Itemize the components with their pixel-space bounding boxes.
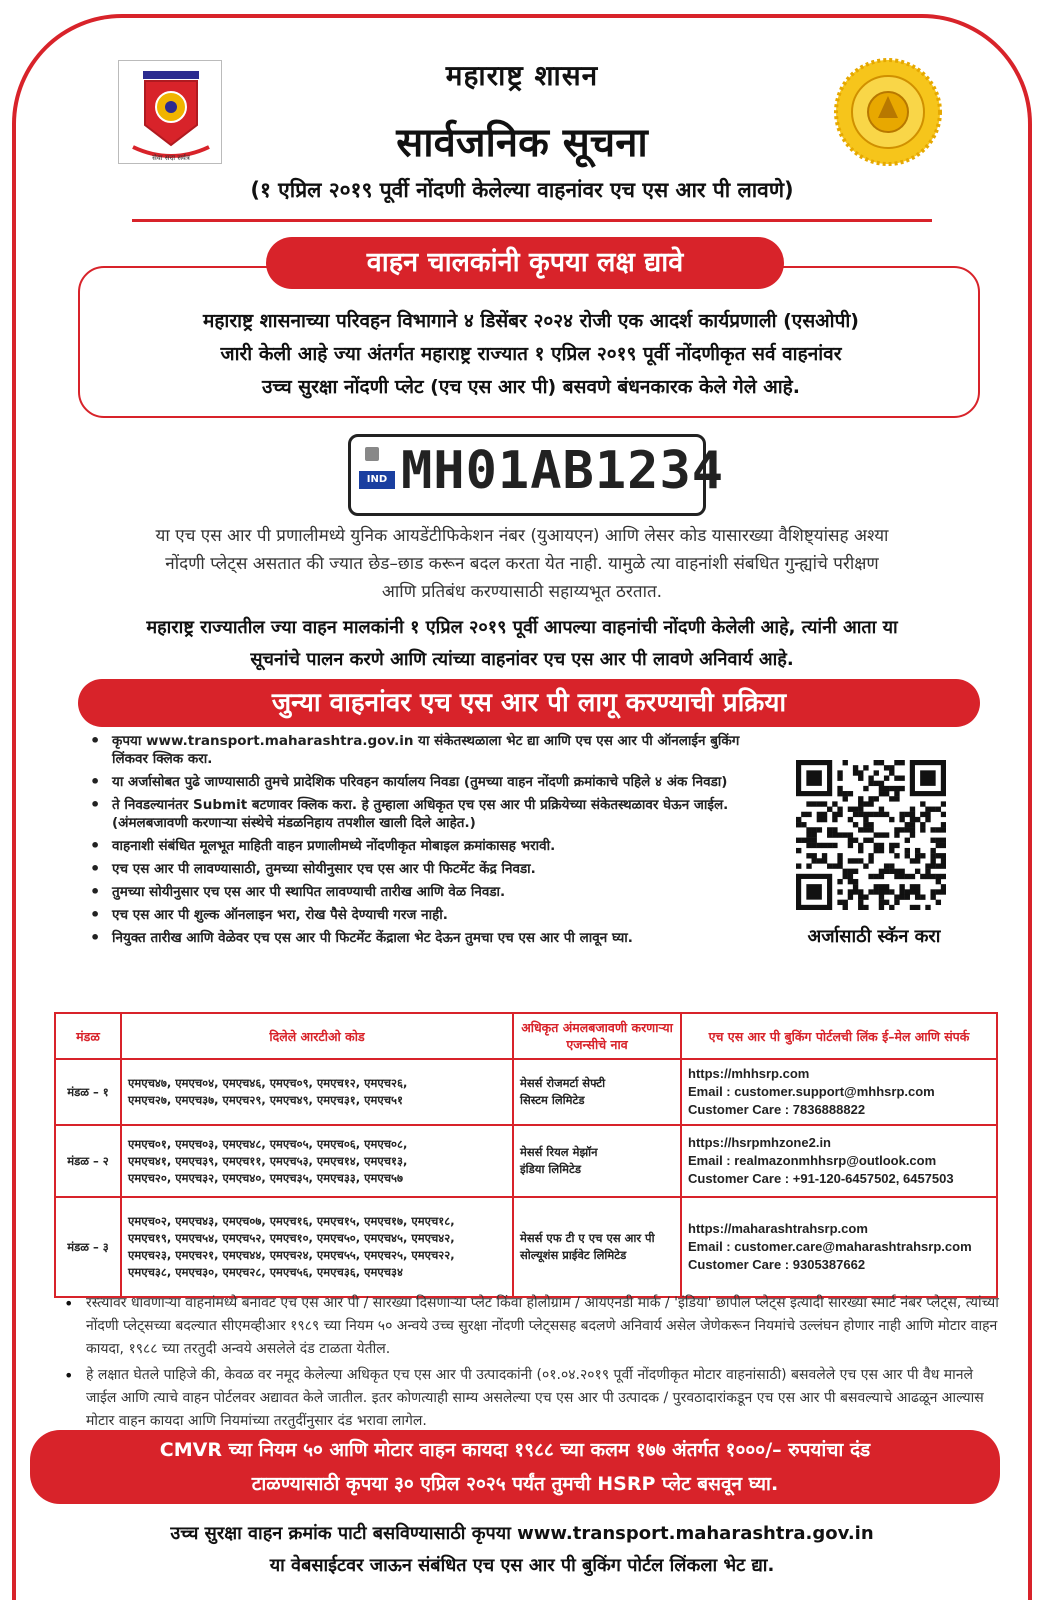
codes-line: एमएच०१, एमएच०३, एमएच४८, एमएच०५, एमएच०६, एमएच०८,: [128, 1136, 408, 1151]
table-header-row: [55, 1013, 997, 1059]
header-portal: एच एस आर पी बुकिंग पोर्टलची लिंक ई–मेल आणि संपर्क: [681, 1013, 997, 1059]
instruction-line: या वेबसाईटवर जाऊन संबंधित एच एस आर पी बुकिंग पोर्टल लिंकला भेट द्या.: [269, 1555, 775, 1576]
portal-link[interactable]: https://mhhsrp.com: [688, 1066, 810, 1081]
agency-cell: [513, 1059, 681, 1125]
header-agency: अधिकृत अंमलबजावणी करणाऱ्या एजन्सीचे नाव: [513, 1013, 681, 1059]
portal-phone: Customer Care : 7836888822: [688, 1102, 866, 1117]
portal-email[interactable]: Email : realmazonmhhsrp@outlook.com: [688, 1153, 937, 1168]
zone-table: [54, 1012, 998, 1298]
process-step: • एच एस आर पी लावण्यासाठी, तुमच्या सोयीनुसार एच एस आर पी फिटमेंट केंद्र निवडा.: [84, 860, 770, 878]
notice-line: जारी केली आहे ज्या अंतर्गत महाराष्ट्र राज्यात १ एप्रिल २०१९ पूर्वी नोंदणीकृत सर्व वाहनांवर: [220, 343, 842, 365]
portal-phone: Customer Care : 9305387662: [688, 1257, 866, 1272]
agency-line: मेसर्स रोजमर्टा सेफ्टी: [520, 1076, 606, 1090]
agency-line: इंडिया लिमिटेड: [520, 1162, 582, 1176]
legal-note: • रस्त्यावर धावणाऱ्या वाहनांमध्ये बनावट एच एस आर पी / सारख्या दिसणाऱ्या प्लेट किंवा होलोग्राम / आयएनडी मार्क / 'इंडिया' छापील प्लेट्स इत्यादी सारख्या स्मार्ट नंबर प्लेट्स, त्यांच्या नोंदणी प्लेट्सच्या बदल्यात सीएमव्हीआर १९८९ च्या नियम ५० अन्वये उच्च सुरक्षा नोंदणी प्लेट्ससह बदलणे अनिवार्य असेल जेणेकरून नियमांचे उल्लंघन होणार नाही आणि मोटार वाहन कायदा, १९८८ च्या तरतुदी अन्वये असलेले दंड टाळता येतील.: [60, 1292, 1006, 1361]
codes-cell: [121, 1197, 513, 1297]
agency-line: सोल्यूशंस प्राईवेट लिमिटेड: [520, 1248, 627, 1262]
process-heading: जुन्या वाहनांवर एच एस आर पी लागू करण्याची प्रक्रिया: [78, 679, 980, 727]
plate-country-code: IND: [359, 471, 395, 489]
portal-email[interactable]: Email : customer.support@mhhsrp.com: [688, 1084, 935, 1099]
process-step: • एच एस आर पी शुल्क ऑनलाइन भरा, रोख पैसे देण्याची गरज नाही.: [84, 906, 770, 924]
agency-cell: [513, 1197, 681, 1297]
logo-motto: सेवा सदा सर्वत्र: [152, 154, 190, 162]
process-step: • नियुक्त तारीख आणि वेळेवर एच एस आर पी फिटमेंट केंद्राला भेट देऊन तुमचा एच एस आर पी लावून घ्या.: [84, 929, 770, 947]
agency-cell: [513, 1125, 681, 1197]
legal-note: • हे लक्षात घेतले पाहिजे की, केवळ वर नमूद केलेल्या अधिकृत एच एस आर पी उत्पादकांनी (०१.०४.२०१९ पूर्वी नोंदणीकृत मोटार वाहनांसाठी) बसवलेले एच एस आर पी वैध मानले जाईल आणि त्याचे वाहन पोर्टलवर अद्यावत केले जातील. इतर कोणत्याही साम्य असलेल्या एच एस आर पी उत्पादक / पुरवठादारांकडून एच एस आर पी बसवल्याचे आढळून आल्यास मोटार वाहन कायदा आणि नियमांच्या तरतुदींनुसार दंड भरावा लागेल.: [60, 1364, 1006, 1433]
process-step: • कृपया www.transport.maharashtra.gov.in या संकेतस्थळाला भेट द्या आणि एच एस आर पी ऑनलाईन बुकिंग लिंकवर क्लिक करा.: [84, 732, 770, 768]
header-zone: मंडळ: [55, 1013, 121, 1059]
table-row: [55, 1197, 997, 1297]
table-row: [55, 1059, 997, 1125]
description-line: आणि प्रतिबंध करण्यासाठी सहाय्यभूत ठरतात.: [381, 582, 663, 602]
process-step: • वाहनाशी संबंधित मूलभूत माहिती वाहन प्रणालीमध्ये नोंदणीकृत मोबाइल क्रमांकासह भरावी.: [84, 837, 770, 855]
mandatory-statement: [60, 612, 984, 676]
hologram-icon: [365, 447, 379, 461]
deadline-banner: [30, 1430, 1000, 1504]
hsrp-plate-sample: [348, 434, 725, 516]
header-rto-codes: दिलेले आरटीओ कोड: [121, 1013, 513, 1059]
instruction-line: उच्च सुरक्षा वाहन क्रमांक पाटी बसविण्यासाठी कृपया www.transport.maharashtra.gov.in: [170, 1523, 874, 1544]
notice-line: महाराष्ट्र शासनाच्या परिवहन विभागाने ४ डिसेंबर २०२४ रोजी एक आदर्श कार्यप्रणाली (एसओपी): [202, 310, 859, 332]
process-steps: [84, 732, 770, 952]
qr-code-icon[interactable]: [796, 760, 946, 910]
notice-heading: वाहन चालकांनी कृपया लक्ष द्यावे: [266, 237, 784, 289]
process-step: • तुमच्या सोयीनुसार एच एस आर पी स्थापित लावण्याची तारीख आणि वेळ निवडा.: [84, 883, 770, 901]
codes-line: एमएच४७, एमएच०४, एमएच४६, एमएच०९, एमएच१२, एमएच२६,: [128, 1076, 408, 1090]
mandatory-line: सूचनांचे पालन करणे आणि त्यांच्या वाहनांवर एच एस आर पी लावणे अनिवार्य आहे.: [250, 649, 794, 670]
zone-cell: मंडळ – २: [55, 1125, 121, 1197]
page-subtitle: (१ एप्रिल २०१९ पूर्वी नोंदणी केलेल्या वाहनांवर एच एस आर पी लावणे): [250, 178, 794, 202]
description-line: नोंदणी प्लेट्स असतात की ज्यात छेड–छाड करून बदल करता येत नाही. यामुळे त्या वाहनांशी संबधित गुन्ह्यांचे परीक्षण: [165, 554, 879, 574]
legal-notes: [60, 1292, 1006, 1436]
zone-cell: मंडळ – १: [55, 1059, 121, 1125]
hsrp-description: [60, 522, 984, 606]
notice-text: [100, 305, 962, 404]
deadline-line: टाळण्यासाठी कृपया ३० एप्रिल २०२५ पर्यंत तुमची HSRP प्लेट बसवून घ्या.: [251, 1473, 779, 1495]
header-divider: [132, 219, 932, 222]
website-instruction: [60, 1518, 984, 1582]
codes-line: एमएच२०, एमएच३२, एमएच४०, एमएच३५, एमएच३३, एमएच५७: [128, 1170, 404, 1185]
government-name: महाराष्ट्र शासन: [445, 59, 599, 92]
process-step: • ते निवडल्यानंतर Submit बटणावर क्लिक करा. हे तुम्हाला अधिकृत एच एस आर पी प्रक्रियेच्या संकेतस्थळावर घेऊन जाईल. (अंमलबजावणी करणाऱ्या संस्थेचे मंडळनिहाय तपशील खाली दिले आहेत.): [84, 796, 770, 832]
codes-line: एमएच२३, एमएच२१, एमएच४४, एमएच२४, एमएच५५, एमएच२५, एमएच२२,: [128, 1248, 455, 1262]
codes-line: एमएच३८, एमएच३०, एमएच२८, एमएच५६, एमएच३६, एमएच३४: [128, 1265, 404, 1279]
codes-cell: [121, 1125, 513, 1197]
notice-line: उच्च सुरक्षा नोंदणी प्लेट (एच एस आर पी) बसवणे बंधनकारक केले गेले आहे.: [262, 376, 800, 398]
description-line: या एच एस आर पी प्रणालीमध्ये युनिक आयडेंटीफिकेशन नंबर (युआयएन) आणि लेसर कोड यासारख्या वैशिष्ट्यांसह अश्या: [155, 526, 889, 546]
qr-label: अर्जासाठी स्कॅन करा: [807, 926, 941, 947]
page-title: सार्वजनिक सूचना: [396, 120, 648, 166]
portal-link[interactable]: https://maharashtrahsrp.com: [688, 1221, 868, 1236]
zone-cell: मंडळ – ३: [55, 1197, 121, 1297]
agency-line: सिस्टम लिमिटेड: [520, 1093, 585, 1107]
deadline-line: CMVR च्या नियम ५० आणि मोटार वाहन कायदा १९८८ च्या कलम १७७ अंतर्गत १०००/– रुपयांचा दंड: [159, 1439, 871, 1461]
agency-line: मेसर्स एफ टी ए एच एस आर पी: [520, 1231, 655, 1245]
portal-email[interactable]: Email : customer.care@maharashtrahsrp.com: [688, 1239, 972, 1254]
mandatory-line: महाराष्ट्र राज्यातील ज्या वाहन मालकांनी १ एप्रिल २०१९ पूर्वी आपल्या वाहनांची नोंदणी केलेली आहे, त्यांनी आता या: [146, 617, 898, 638]
codes-line: एमएच१९, एमएच५४, एमएच५२, एमएच१०, एमएच५०, एमएच४५, एमएच४२,: [128, 1231, 455, 1245]
codes-line: एमएच४१, एमएच३९, एमएच११, एमएच५३, एमएच१४, एमएच१३,: [128, 1153, 408, 1168]
codes-cell: [121, 1059, 513, 1125]
process-step: • या अर्जासोबत पुढे जाण्यासाठी तुमचे प्रादेशिक परिवहन कार्यालय निवडा (तुमच्या वाहन नोंदणी क्रमांकाचे पहिले ४ अंक निवडा): [84, 773, 770, 791]
portal-cell: [681, 1125, 997, 1197]
portal-link[interactable]: https://hsrpmhzone2.in: [688, 1135, 831, 1150]
agency-line: मेसर्स रियल मेझॉन: [520, 1145, 598, 1159]
codes-line: एमएच२७, एमएच३७, एमएच२९, एमएच४९, एमएच३१, एमएच५१: [128, 1093, 404, 1107]
portal-cell: [681, 1197, 997, 1297]
table-row: [55, 1125, 997, 1197]
plate-number: MH01AB1234: [401, 441, 725, 501]
portal-phone: Customer Care : +91-120-6457502, 6457503: [688, 1171, 954, 1186]
codes-line: एमएच०२, एमएच४३, एमएच०७, एमएच१६, एमएच१५, एमएच१७, एमएच१८,: [128, 1214, 455, 1228]
portal-cell: [681, 1059, 997, 1125]
